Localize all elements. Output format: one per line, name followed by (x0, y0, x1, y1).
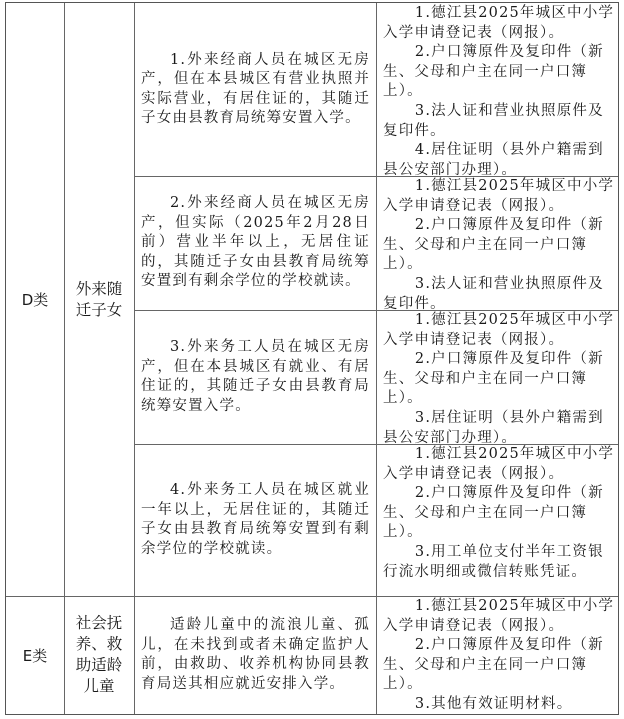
document-list (383, 597, 615, 715)
group-text: 外来随迁子女 (75, 279, 123, 319)
category-text: E类 (22, 646, 48, 665)
condition-cell-d2 (134, 176, 376, 310)
group-label-social-care-children (64, 596, 134, 714)
document-item: 3.其他有效证明材料。 (414, 695, 573, 712)
condition-text: 3.外来务工人员在城区无房产，但在本县城区有就业、有居住证的，其随迁子女由县教育局统筹安置入学。 (141, 339, 370, 414)
documents-cell-d1 (376, 3, 620, 176)
document-list (383, 4, 615, 180)
group-label-migrant-children (64, 3, 134, 596)
document-item: 3.法人证和营业执照原件及复印件。 (383, 275, 604, 312)
document-item: 1.德江县2025年城区中小学入学申请登记表（网报）。 (383, 598, 615, 634)
documents-cell-d2 (376, 176, 620, 310)
document-item: 3.用工单位支付半年工资银行流水明细或微信转账凭证。 (383, 543, 604, 580)
document-item: 2.户口簿原件及复印件（新生、父母和户主在同一户口簿上）。 (383, 217, 604, 273)
group-text: 社会抚养、救助适龄儿童 (75, 614, 123, 695)
category-text: D类 (21, 291, 49, 309)
documents-cell-e1 (376, 596, 620, 714)
document-item: 1.德江县2025年城区中小学入学申请登记表（网报）。 (383, 5, 615, 41)
condition-text: 1.外来经商人员在城区无房产，但在本县城区有营业执照并实际营业，有居住证的，其随迁子女由县教育局统筹安置入学。 (141, 51, 370, 126)
document-item: 1.德江县2025年城区中小学入学申请登记表（网报）。 (383, 446, 615, 482)
document-item: 2.户口簿原件及复印件（新生、父母和户主在同一户口簿上）。 (383, 637, 604, 693)
document-list (383, 311, 615, 448)
document-list (383, 445, 615, 582)
category-label-d (6, 3, 64, 596)
document-item: 4.居住证明（县外户籍需到县公安部门办理）。 (383, 142, 604, 178)
document-item: 1.德江县2025年城区中小学入学申请登记表（网报）。 (383, 178, 615, 214)
condition-cell-d4 (134, 444, 376, 596)
condition-text: 4.外来务工人员在城区就业一年以上，无居住证的，其随迁子女由县教育局统筹安置到有剩余学位的学校就读。 (141, 482, 370, 557)
category-label-e (6, 596, 64, 714)
document-list (383, 177, 615, 314)
documents-cell-d4 (376, 444, 620, 596)
document-item: 2.户口簿原件及复印件（新生、父母和户主在同一户口簿上）。 (383, 351, 604, 407)
documents-cell-d3 (376, 310, 620, 444)
condition-cell-d1 (134, 3, 376, 176)
condition-cell-e1 (134, 596, 376, 714)
enrollment-requirements-table (5, 2, 619, 715)
condition-text: 适龄儿童中的流浪儿童、孤儿，在未找到或者未确定监护人前，由救助、收养机构协同县教育局送其相应就近安排入学。 (141, 617, 370, 692)
condition-cell-d3 (134, 310, 376, 444)
document-item: 2.户口簿原件及复印件（新生、父母和户主在同一户口簿上）。 (383, 485, 604, 541)
document-item: 2.户口簿原件及复印件（新生、父母和户主在同一户口簿上）。 (383, 44, 604, 100)
document-item: 1.德江县2025年城区中小学入学申请登记表（网报）。 (383, 312, 615, 348)
document-item: 3.居住证明（县外户籍需到县公安部门办理）。 (383, 409, 604, 446)
condition-text: 2.外来经商人员在城区无房产，但实际（2025年2月28日前）营业半年以上，无居住证的，其随迁子女由县教育局统筹安置到有剩余学位的学校就读。 (141, 195, 370, 290)
document-item: 3.法人证和营业执照原件及复印件。 (383, 102, 604, 139)
